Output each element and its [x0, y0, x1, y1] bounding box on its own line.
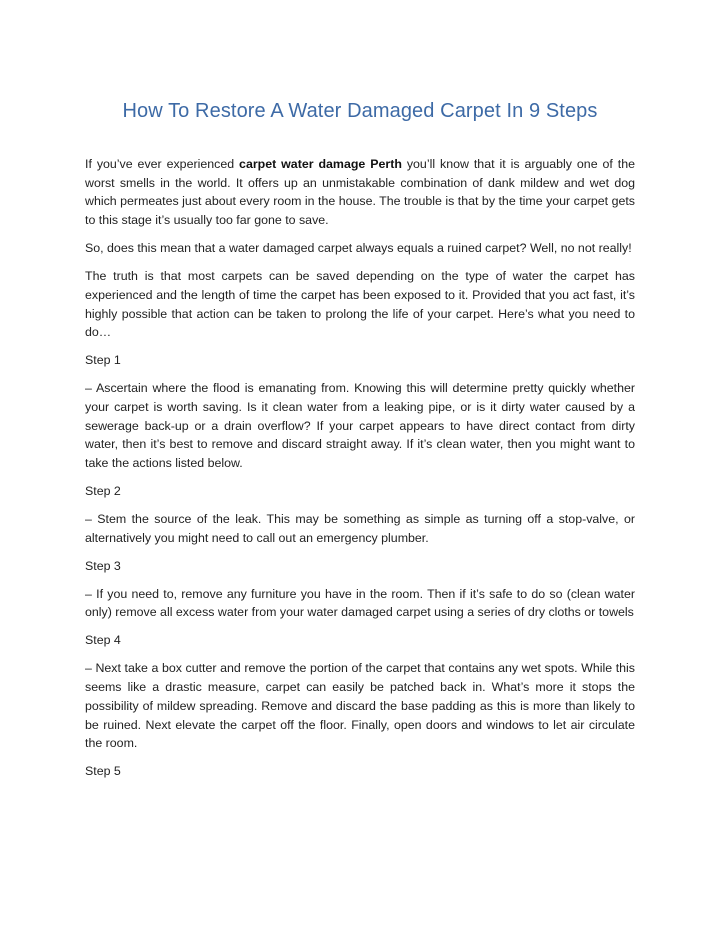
paragraph-3: The truth is that most carpets can be saved depending on the type of water the carpet has experienced and the length of time the carpet has been exposed to it. Provided that you act fast, it’s highly possible that action can be taken to prolong the life of your carpet. Here’s what you need to do… [85, 269, 635, 340]
intro-text-before: If you’ve ever experienced [85, 157, 240, 171]
step-4-text: – Next take a box cutter and remove the portion of the carpet that contains any wet spots. While this seems like a drastic measure, carpet can easily be patched back in. What’s more it stops the possibility of mildew spreading. Remove and discard the base padding as this is more than likely to be ruined. Next elevate the carpet off the floor. Finally, open doors and windows to let air circulate the room. [85, 661, 635, 751]
step-2-heading: Step 2 [85, 484, 121, 499]
paragraph-2: So, does this mean that a water damaged carpet always equals a ruined carpet? Well, no not really! [85, 241, 632, 256]
step-2-text: – Stem the source of the leak. This may be something as simple as turning off a stop-valve, or alternatively you might need to call out an emergency plumber. [85, 512, 635, 545]
step-5-heading: Step 5 [85, 764, 121, 779]
intro-keyword: carpet water damage Perth [239, 157, 402, 171]
document-title: How To Restore A Water Damaged Carpet In 9 Steps [122, 100, 598, 122]
step-3-text: – If you need to, remove any furniture you have in the room. Then if it’s safe to do so (clean water only) remove all excess water from your water damaged carpet using a series of dry cloths or towels [85, 586, 635, 620]
document-body [85, 155, 635, 790]
step-1-text: – Ascertain where the flood is emanating from. Knowing this will determine pretty quickly whether your carpet is worth saving. Is it clean water from a leaking pipe, or is it dirty water caused by a sewerage back-up or a drain overflow? If your carpet appears to have direct contact from dirty water, then it’s best to remove and discard straight away. If it’s clean water, then you might want to take the actions listed below. [85, 381, 635, 471]
intro-paragraph [85, 155, 635, 230]
step-4-heading: Step 4 [85, 633, 121, 648]
intro-text-after: you’ll know that it is arguably one of the worst smells in the world. It offers up an unmistakable combination of dank mildew and wet dog which permeates just about every room in the house. The trouble is that by the time your carpet gets to this stage it’s usually too far gone to save. [85, 157, 636, 228]
step-3-heading: Step 3 [85, 558, 121, 573]
step-1-heading: Step 1 [85, 353, 121, 368]
